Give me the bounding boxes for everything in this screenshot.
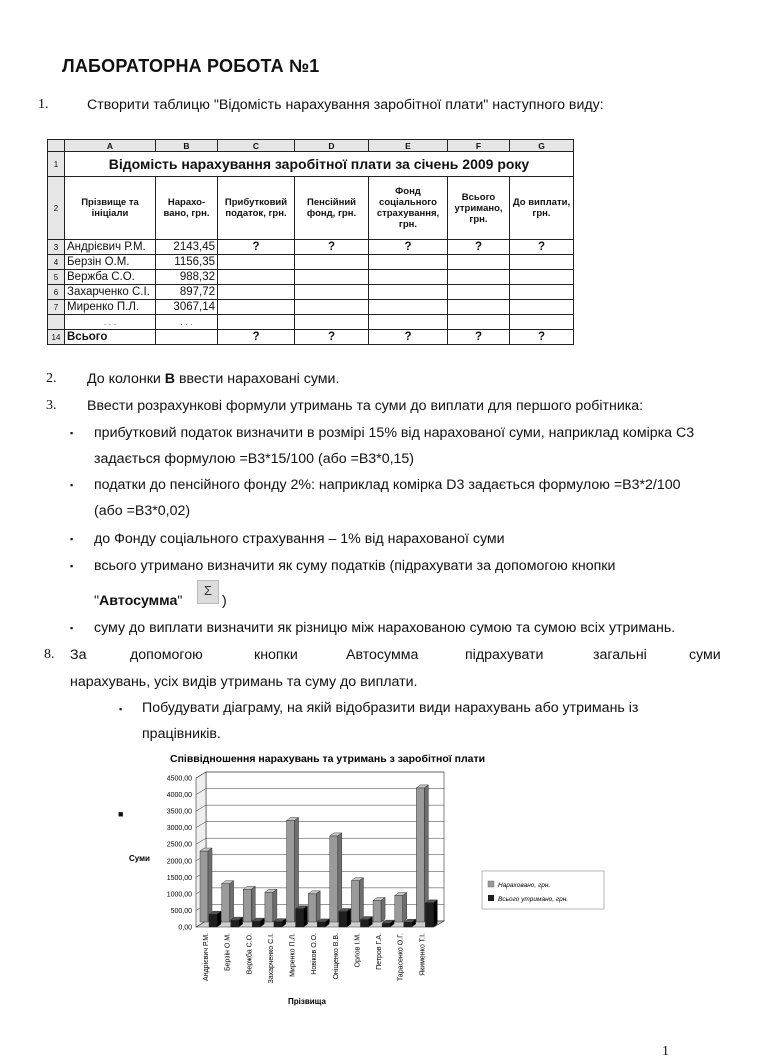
empty-cell[interactable] bbox=[295, 300, 369, 315]
bar-withheld-front bbox=[209, 914, 217, 927]
empty-cell[interactable] bbox=[369, 300, 448, 315]
legend-label-withheld: Всього утримано, грн. bbox=[498, 896, 569, 903]
header-cell[interactable]: Фонд соціального страхування, грн. bbox=[369, 177, 448, 240]
table-row bbox=[48, 177, 574, 240]
empty-cell[interactable] bbox=[448, 270, 510, 285]
x-tick-label: Берзін О.М. bbox=[224, 933, 232, 972]
bar-withheld-side bbox=[433, 900, 437, 927]
bullet-icon: ▪ bbox=[119, 704, 123, 714]
bullet-2-line-1: податки до пенсійного фонду 2%: наприклад комірка D3 задається формулою =В3*2/100 bbox=[94, 477, 681, 493]
col-d-header[interactable]: D bbox=[295, 140, 369, 152]
bar-charged bbox=[330, 833, 342, 922]
empty-cell[interactable] bbox=[448, 285, 510, 300]
total-label[interactable]: Всього bbox=[65, 330, 156, 345]
item-3-text: Ввести розрахункові формули утримань та суми до виплати для першого робітника: bbox=[87, 398, 644, 414]
bar-charged bbox=[243, 886, 255, 922]
bar-charged bbox=[395, 893, 407, 922]
table-row bbox=[48, 285, 574, 300]
formula-cell[interactable]: ? bbox=[295, 240, 369, 255]
sheet-title[interactable]: Відомість нарахування заробітної плати за січень 2009 року bbox=[65, 152, 574, 177]
bullet-icon: ▪ bbox=[70, 561, 74, 571]
name-cell[interactable]: Миренко П.Л. bbox=[65, 300, 156, 315]
empty-cell[interactable] bbox=[156, 330, 218, 345]
legend-box bbox=[482, 871, 604, 909]
empty-cell[interactable] bbox=[510, 270, 574, 285]
row-number[interactable]: 2 bbox=[48, 177, 65, 240]
name-cell[interactable]: Андрієвич Р.М. bbox=[65, 240, 156, 255]
table-row bbox=[48, 255, 574, 270]
total-formula-cell[interactable]: ? bbox=[369, 330, 448, 345]
empty-cell[interactable] bbox=[218, 315, 295, 330]
y-tick-label: 3500,00 bbox=[166, 808, 192, 816]
header-cell[interactable]: До виплати, грн. bbox=[510, 177, 574, 240]
col-f-header[interactable]: F bbox=[448, 140, 510, 152]
empty-cell[interactable] bbox=[295, 270, 369, 285]
empty-cell[interactable] bbox=[218, 285, 295, 300]
item-1-text: Створити таблицю "Відомість нарахування заробітної плати" наступного виду: bbox=[87, 97, 604, 113]
chart-task-line-1: Побудувати діаграму, на якій відобразити види нарахувань або утримань із bbox=[142, 700, 639, 716]
item-1-number: 1. bbox=[38, 97, 49, 112]
bar-withheld-front bbox=[339, 912, 347, 927]
bar-charged-front bbox=[243, 889, 251, 922]
x-tick-label: Якименко Т.І. bbox=[419, 933, 427, 976]
x-tick-label: Новіков О.О. bbox=[311, 933, 319, 975]
name-cell[interactable]: Вержба С.О. bbox=[65, 270, 156, 285]
bar-withheld-front bbox=[404, 922, 412, 927]
formula-cell[interactable]: ? bbox=[369, 240, 448, 255]
y-tick-label: 4000,00 bbox=[166, 792, 192, 800]
bar-charged-side bbox=[316, 891, 320, 922]
x-tick-label: Петров Г.А. bbox=[376, 933, 384, 970]
y-tick-label: 3000,00 bbox=[166, 825, 192, 833]
item-8-number: 8. bbox=[44, 647, 55, 662]
y-tick-label: 500,00 bbox=[170, 907, 192, 915]
bar-withheld bbox=[360, 917, 372, 927]
bar-charged-side bbox=[295, 817, 299, 922]
y-tick-label: 1000,00 bbox=[166, 891, 192, 899]
empty-cell[interactable] bbox=[295, 255, 369, 270]
header-cell[interactable]: Нарахо-вано, грн. bbox=[156, 177, 218, 240]
item-8-word: допомогою bbox=[130, 647, 203, 663]
empty-cell[interactable] bbox=[510, 300, 574, 315]
row-number[interactable]: 4 bbox=[48, 255, 65, 270]
empty-cell[interactable] bbox=[218, 255, 295, 270]
empty-cell[interactable] bbox=[369, 255, 448, 270]
bar-charged bbox=[308, 891, 320, 922]
bullet-4-line-1: всього утримано визначити як суму податків (підрахувати за допомогою кнопки bbox=[94, 558, 616, 574]
amount-cell[interactable]: 2143,45 bbox=[156, 240, 218, 255]
bar-withheld-front bbox=[425, 903, 433, 927]
bar-charged bbox=[222, 881, 234, 922]
column-header-row bbox=[48, 140, 574, 152]
empty-cell[interactable] bbox=[448, 255, 510, 270]
total-formula-cell[interactable]: ? bbox=[295, 330, 369, 345]
item-8-word: Автосумма bbox=[346, 647, 419, 663]
bar-charged-front bbox=[395, 896, 403, 922]
row-number[interactable]: 7 bbox=[48, 300, 65, 315]
header-cell[interactable]: Всього утримано, грн. bbox=[448, 177, 510, 240]
empty-cell[interactable] bbox=[369, 285, 448, 300]
bar-charged-front bbox=[373, 900, 381, 922]
name-cell[interactable]: Берзін О.М. bbox=[65, 255, 156, 270]
bar-withheld-side bbox=[304, 906, 308, 927]
empty-cell[interactable] bbox=[510, 285, 574, 300]
item-8-word: кнопки bbox=[254, 647, 298, 663]
bar-withheld bbox=[209, 911, 221, 927]
amount-cell[interactable]: 1156,35 bbox=[156, 255, 218, 270]
empty-cell[interactable] bbox=[510, 255, 574, 270]
bar-charged-side bbox=[338, 833, 342, 922]
item-2-post: ввести нараховані суми. bbox=[175, 371, 340, 387]
bar-charged-front bbox=[351, 881, 359, 922]
empty-cell[interactable] bbox=[448, 315, 510, 330]
item-8-word: загальні bbox=[593, 647, 647, 663]
item-2-text bbox=[87, 370, 339, 388]
formula-cell[interactable]: ? bbox=[510, 240, 574, 255]
salary-chart bbox=[120, 745, 620, 1010]
item-8-line-2: нарахувань, усіх видів утримань та суму до виплати. bbox=[70, 674, 418, 690]
bar-charged-side bbox=[381, 897, 385, 922]
name-cell[interactable]: Захарченко С.І. bbox=[65, 285, 156, 300]
item-3-number: 3. bbox=[46, 398, 57, 413]
total-formula-cell[interactable]: ? bbox=[218, 330, 295, 345]
row-number[interactable]: 6 bbox=[48, 285, 65, 300]
bar-withheld bbox=[231, 917, 243, 927]
bar-charged-side bbox=[230, 881, 234, 922]
bar-charged bbox=[265, 889, 277, 922]
y-tick-label: 2500,00 bbox=[166, 841, 192, 849]
empty-cell[interactable] bbox=[448, 300, 510, 315]
corner-cell[interactable] bbox=[48, 140, 65, 152]
bar-charged-front bbox=[308, 894, 316, 922]
legend-swatch-charged bbox=[488, 881, 494, 887]
bullet-4-close-paren: ) bbox=[222, 593, 227, 609]
bar-withheld-front bbox=[252, 921, 260, 927]
empty-cell[interactable] bbox=[369, 270, 448, 285]
header-cell[interactable]: Пенсійний фонд, грн. bbox=[295, 177, 369, 240]
legend-label-charged: Нараховано, грн. bbox=[498, 882, 551, 889]
bar-withheld-front bbox=[317, 922, 325, 927]
y-tick-label: 1500,00 bbox=[166, 874, 192, 882]
amount-cell[interactable]: 897,72 bbox=[156, 285, 218, 300]
bar-charged bbox=[287, 817, 299, 922]
bar-charged-front bbox=[330, 836, 338, 922]
item-2-number: 2. bbox=[46, 371, 57, 386]
bar-charged-side bbox=[359, 878, 363, 922]
bar-charged-front bbox=[265, 892, 273, 922]
x-tick-label: Миренко П.Л. bbox=[289, 933, 297, 977]
bullet-3-text: до Фонду соціального страхування – 1% від нарахованої суми bbox=[94, 531, 505, 547]
bullet-icon: ▪ bbox=[70, 428, 74, 438]
bar-withheld bbox=[425, 900, 437, 927]
chart-back-wall bbox=[206, 772, 444, 921]
amount-cell[interactable]: 3067,14 bbox=[156, 300, 218, 315]
x-tick-label: Орлов І.М. bbox=[354, 933, 362, 968]
header-cell[interactable]: Прибутковий податок, грн. bbox=[218, 177, 295, 240]
table-row bbox=[48, 300, 574, 315]
row-number[interactable]: 5 bbox=[48, 270, 65, 285]
bar-withheld bbox=[339, 909, 351, 927]
empty-cell[interactable] bbox=[218, 300, 295, 315]
table-row bbox=[48, 270, 574, 285]
empty-cell[interactable] bbox=[369, 315, 448, 330]
ellipsis-cell[interactable]: . . . bbox=[156, 315, 218, 330]
col-b-header[interactable]: B bbox=[156, 140, 218, 152]
bar-charged bbox=[200, 848, 212, 922]
row-number[interactable]: 14 bbox=[48, 330, 65, 345]
col-e-header[interactable]: E bbox=[369, 140, 448, 152]
x-tick-label: Захарченко С.І. bbox=[267, 933, 275, 984]
bar-charged bbox=[373, 897, 385, 922]
empty-cell[interactable] bbox=[218, 270, 295, 285]
row-number[interactable] bbox=[48, 315, 65, 330]
amount-cell[interactable]: 988,32 bbox=[156, 270, 218, 285]
item-8-word: підрахувати bbox=[465, 647, 544, 663]
quote-open: " bbox=[94, 593, 100, 609]
page-title: ЛАБОРАТОРНА РОБОТА №1 bbox=[62, 56, 320, 76]
formula-cell[interactable]: ? bbox=[448, 240, 510, 255]
bar-charged-front bbox=[222, 884, 230, 922]
bullet-1-line-2: задається формулою =В3*15/100 (або =В3*0,15) bbox=[94, 451, 415, 467]
table-row bbox=[48, 315, 574, 330]
bullet-5-text: суму до виплати визначити як різницю між нарахованою сумою та сумою всіх утримань. bbox=[94, 620, 676, 636]
x-tick-label: Оніщенко В.В. bbox=[332, 933, 340, 980]
bar-charged-front bbox=[287, 820, 295, 922]
header-cell[interactable]: Прізвище та ініціали bbox=[65, 177, 156, 240]
quote-close: " bbox=[177, 593, 183, 609]
payroll-table bbox=[47, 139, 574, 345]
x-tick-label: Андрієвич Р.М. bbox=[203, 933, 210, 981]
legend-swatch-withheld bbox=[488, 895, 494, 901]
total-formula-cell[interactable]: ? bbox=[510, 330, 574, 345]
bar-charged-front bbox=[416, 788, 424, 922]
bar-withheld-front bbox=[296, 909, 304, 927]
chart-task-line-2: працівників. bbox=[142, 726, 221, 742]
total-formula-cell[interactable]: ? bbox=[448, 330, 510, 345]
total-row bbox=[48, 330, 574, 345]
item-8-word: За bbox=[70, 647, 87, 663]
bar-charged-side bbox=[403, 893, 407, 922]
table-row bbox=[48, 240, 574, 255]
chart-title: Співвідношення нарахувань та утримань з заробітної плати bbox=[170, 753, 486, 765]
bar-charged-front bbox=[200, 851, 208, 922]
row-number[interactable]: 1 bbox=[48, 152, 65, 177]
bar-withheld-side bbox=[347, 909, 351, 927]
bar-withheld-front bbox=[382, 923, 390, 927]
bar-withheld-front bbox=[360, 920, 368, 927]
bar-charged-side bbox=[273, 889, 277, 922]
bullet-icon: ▪ bbox=[70, 480, 74, 490]
bar-charged-side bbox=[208, 848, 212, 922]
bullet-icon: ▪ bbox=[70, 534, 74, 544]
bar-withheld-side bbox=[217, 911, 221, 927]
bullet-2-line-2: (або =В3*0,02) bbox=[94, 503, 191, 519]
bullet-icon: ▪ bbox=[70, 623, 74, 633]
chart-x-label: Прізвища bbox=[288, 997, 326, 1006]
autosum-sigma-icon[interactable]: Σ bbox=[197, 580, 219, 604]
y-tick-label: 0,00 bbox=[178, 924, 192, 932]
item-2-pre: До колонки bbox=[87, 371, 165, 387]
col-a-header[interactable]: A bbox=[65, 140, 156, 152]
col-c-header[interactable]: C bbox=[218, 140, 295, 152]
ellipsis-cell[interactable]: . . . bbox=[65, 315, 156, 330]
chart-y-label: Суми bbox=[129, 854, 150, 863]
empty-cell[interactable] bbox=[295, 315, 369, 330]
item-2-bold: B bbox=[164, 371, 176, 387]
empty-cell[interactable] bbox=[295, 285, 369, 300]
y-tick-label: 4500,00 bbox=[166, 775, 192, 783]
col-g-header[interactable]: G bbox=[510, 140, 574, 152]
stray-bullet-icon: ■ bbox=[118, 809, 124, 819]
x-tick-label: Вержба С.О. bbox=[246, 933, 254, 975]
table-row bbox=[48, 152, 574, 177]
empty-cell[interactable] bbox=[510, 315, 574, 330]
item-8-word: суми bbox=[689, 647, 721, 663]
bar-withheld-front bbox=[231, 920, 239, 927]
bullet-1-line-1: прибутковий податок визначити в розмірі 15% від нарахованої суми, наприклад комірка С3 bbox=[94, 425, 695, 441]
bullet-4-line-2 bbox=[94, 592, 182, 610]
x-tick-label: Тарасенко О.Г. bbox=[397, 933, 405, 982]
bar-withheld bbox=[296, 906, 308, 927]
formula-cell[interactable]: ? bbox=[218, 240, 295, 255]
bar-charged bbox=[351, 878, 363, 922]
bar-withheld-front bbox=[274, 922, 282, 927]
bar-charged bbox=[416, 785, 428, 922]
bar-charged-side bbox=[251, 886, 255, 922]
page-number: 1 bbox=[662, 1044, 669, 1059]
y-tick-label: 2000,00 bbox=[166, 858, 192, 866]
row-number[interactable]: 3 bbox=[48, 240, 65, 255]
autosum-bold: Автосумма bbox=[99, 593, 178, 609]
